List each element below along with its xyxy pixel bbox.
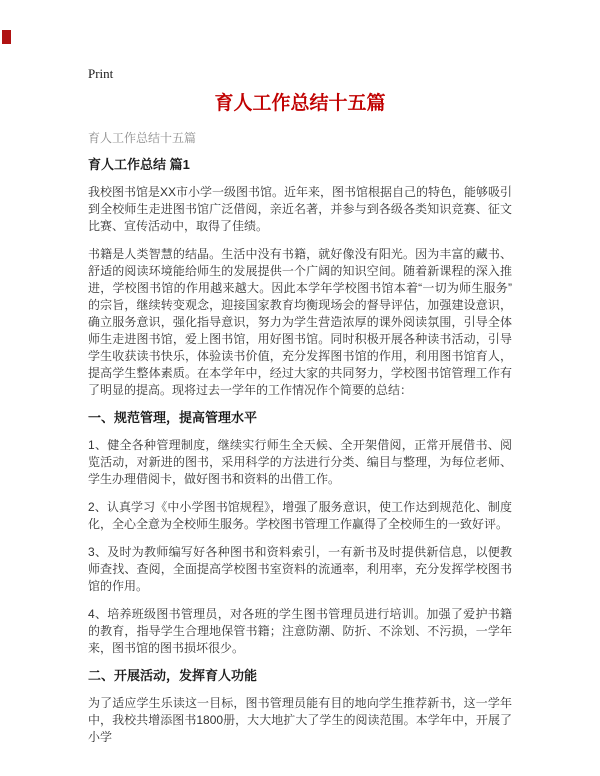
section-heading-1: 一、规范管理，提高管理水平 — [88, 410, 258, 425]
page-title: 育人工作总结十五篇 — [214, 93, 386, 114]
paragraph-overview: 书籍是人类智慧的结晶。生活中没有书籍，就好像没有阳光。因为丰富的藏书、舒适的阅读环境能给师生的发展提供一个广阔的知识空间。随着新课程的深入推进，学校图书馆的作用越来越大。因此本学年学校图书馆本着“一切为师生服务”的宗旨，继续转变观念，迎接国家教育均衡现场会的督导评估，加强建设意识，确立服务意识，强化指导意识，努力为学生营造浓厚的课外阅读氛围，引导全体师生走进图书馆，爱上图书馆，用好图书馆。同时积极开展各种读书活动，引导学生收获读书快乐，体验读书价值，充分发挥图书馆的作用，利用图书馆育人，提高学生整体素质。在本学年中，经过大家的共同努力，学校图书馆管理工作有了明显的提高。现将过去一学年的工作情况作个简要的总结： — [88, 247, 512, 397]
list-item-4: 4、培养班级图书管理员，对各班的学生图书管理员进行培训。加强了爱护书籍的教育，指导学生合理地保管书籍；注意防潮、防折、不涂划、不污损，一学年来，图书馆的图书损坏很少。 — [88, 607, 512, 655]
section-label: 育人工作总结 篇1 — [88, 157, 190, 172]
broken-image-icon — [2, 30, 11, 44]
list-item-1: 1、健全各种管理制度，继续实行师生全天候、全开架借阅，正常开展借书、阅览活动，对新进的图书，采用科学的方法进行分类、编目与整理，为每位老师、学生办理借阅卡，做好图书和资料的出借工作。 — [88, 438, 512, 486]
list-item-3: 3、及时为教师编写好各种图书和资料索引，一有新书及时提供新信息，以便教师查找、查阅，全面提高学校图书室资料的流通率，利用率，充分发挥学校图书馆的作用。 — [88, 545, 512, 593]
section-heading-2: 二、开展活动，发挥育人功能 — [88, 668, 258, 683]
paragraph-intro: 我校图书馆是XX市小学一级图书馆。近年来，图书馆根据自己的特色，能够吸引到全校师生走进图书馆广泛借阅，亲近名著，并参与到各级各类知识竞赛、征文比赛、宣传活动中，取得了佳绩。 — [88, 185, 513, 233]
print-link[interactable]: Print — [88, 66, 114, 81]
article-subtitle: 育人工作总结十五篇 — [88, 131, 197, 145]
article-page — [88, 0, 512, 746]
paragraph-closing: 为了适应学生乐读这一目标，图书管理员能有目的地向学生推荐新书，这一学年中，我校共增添图书1800册，大大地扩大了学生的阅读范围。本学年中，开展了小学 — [88, 696, 512, 744]
list-item-2: 2、认真学习《中小学图书馆规程》，增强了服务意识，使工作达到规范化、制度化，全心全意为全校师生服务。学校图书管理工作赢得了全校师生的一致好评。 — [88, 500, 512, 531]
